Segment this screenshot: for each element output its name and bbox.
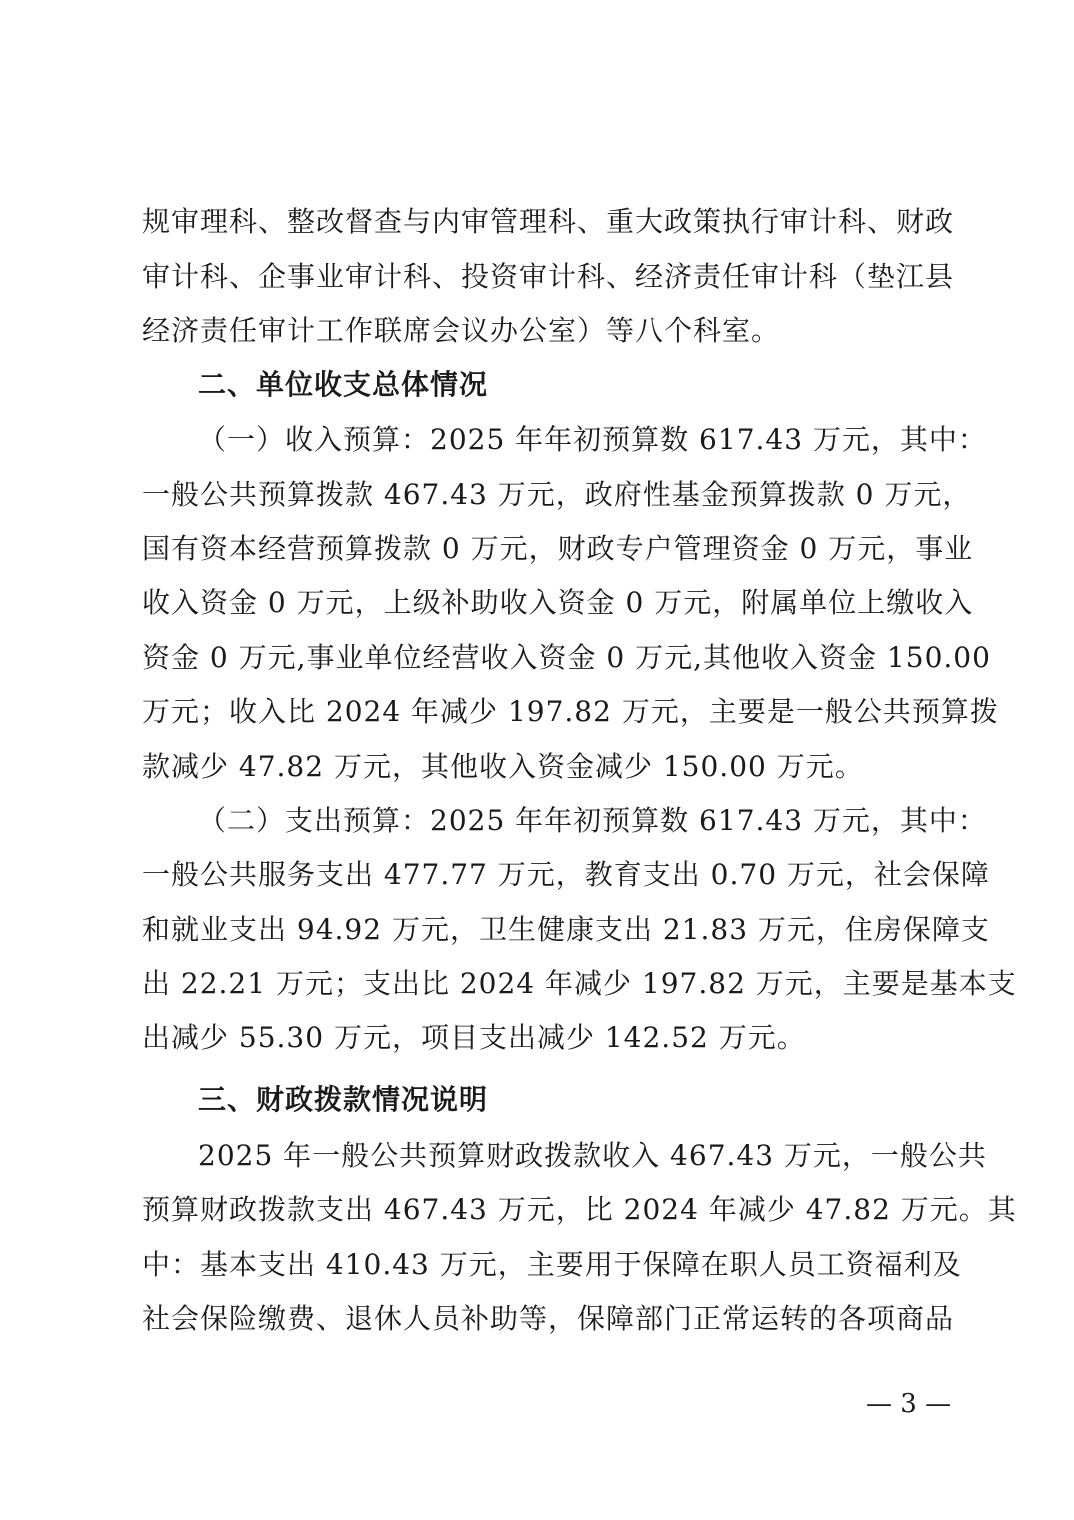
paragraph-line: 资金 0 万元,事业单位经营收入资金 0 万元,其他收入资金 150.00 (142, 641, 991, 674)
paragraph-line: 经济责任审计工作联席会议办公室）等八个科室。 (142, 314, 781, 347)
paragraph-line: 2025 年一般公共预算财政拨款收入 467.43 万元，一般公共 (198, 1139, 987, 1172)
paragraph-line: 一般公共服务支出 477.77 万元，教育支出 0.70 万元，社会保障 (142, 858, 990, 891)
paragraph-line: 出 22.21 万元；支出比 2024 年减少 197.82 万元，主要是基本支 (142, 967, 1017, 1000)
paragraph-line: 规审理科、整改督查与内审管理科、重大政策执行审计科、财政 (142, 205, 955, 238)
paragraph-line: 出减少 55.30 万元，项目支出减少 142.52 万元。 (142, 1021, 806, 1054)
section-heading: 三、财政拨款情况说明 (198, 1083, 489, 1116)
paragraph-line: 国有资本经营预算拨款 0 万元，财政专户管理资金 0 万元，事业 (142, 532, 974, 565)
section-heading: 二、单位收支总体情况 (198, 368, 489, 401)
paragraph-line: （一）收入预算：2025 年年初预算数 617.43 万元，其中： (198, 423, 987, 456)
paragraph-line: 预算财政拨款支出 467.43 万元，比 2024 年减少 47.82 万元。其 (142, 1193, 1017, 1226)
paragraph-line: 社会保险缴费、退休人员补助等，保障部门正常运转的各项商品 (142, 1302, 955, 1335)
paragraph-line: 中：基本支出 410.43 万元，主要用于保障在职人员工资福利及 (142, 1248, 962, 1281)
paragraph-line: 和就业支出 94.92 万元，卫生健康支出 21.83 万元，住房保障支 (142, 913, 990, 946)
paragraph-line: 一般公共预算拨款 467.43 万元，政府性基金预算拨款 0 万元， (142, 478, 972, 511)
paragraph-line: 审计科、企事业审计科、投资审计科、经济责任审计科（垫江县 (142, 260, 955, 293)
paragraph-line: 款减少 47.82 万元，其他收入资金减少 150.00 万元。 (142, 750, 864, 783)
paragraph-line: 万元；收入比 2024 年减少 197.82 万元，主要是一般公共预算拨 (142, 695, 999, 728)
paragraph-line: 收入资金 0 万元，上级补助收入资金 0 万元，附属单位上缴收入 (142, 586, 974, 619)
page-number: — 3 — (866, 1389, 952, 1419)
paragraph-line: （二）支出预算：2025 年年初预算数 617.43 万元，其中： (198, 804, 987, 837)
